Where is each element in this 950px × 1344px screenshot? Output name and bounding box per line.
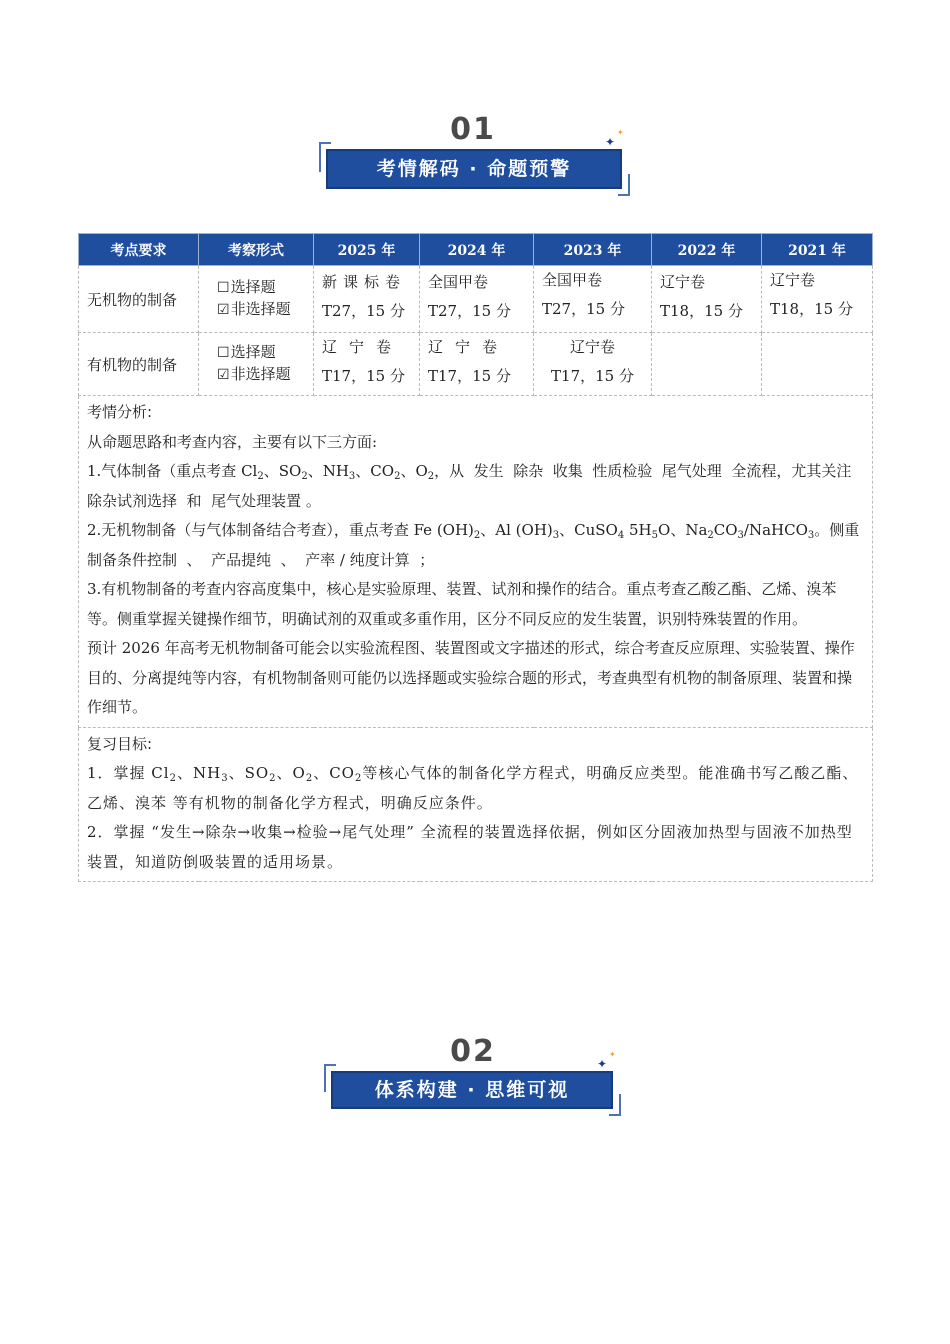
question-info: T18，15 分 [660, 302, 743, 320]
table-row [79, 266, 873, 333]
analysis-point-2: 2.无机物制备（与气体制备结合考查），重点考查 Fe $(OH)_2$、Al $(OH)_3$、CuSO$_4$ $5H_5O$、$Na_2CO_3/NaHCO_3$。侧重 制备条件控制 、 产品提纯 、 产率 / 纯度计算 ； [87, 521, 869, 569]
header-cell: 考点要求 [79, 234, 199, 266]
exam-paper: 全国甲卷 [542, 271, 603, 289]
section-title-1: 考情解码 · 命题预警 [326, 149, 622, 189]
analysis-forecast: 预计 2026 年高考无机物制备可能会以实验流程图、装置图或文字描述的形式，综合考查反应原理、实验装置、操作目的、分离提纯等内容，有机物制备则可能仍以选择题或实验综合题的形式，考查典型有机物的制备原理、装置和操作细节。 [87, 639, 855, 716]
checkbox-checked-icon: ☑ [217, 367, 230, 383]
sparkle-icon: ✦ [605, 135, 616, 149]
exam-paper: 辽宁卷 [428, 338, 510, 356]
form-cell [199, 266, 314, 333]
year-cell [314, 266, 420, 333]
header-cell: 2022 年 [652, 234, 762, 266]
section-number-2: 02 [450, 1034, 496, 1069]
question-info: T17，15 分 [551, 367, 634, 385]
sparkle-icon: ✦ [597, 1057, 608, 1071]
option-label: 选择题 [230, 278, 276, 296]
header-cell: 考察形式 [199, 234, 314, 266]
goal-1: 1．掌握 $Cl_2$、$NH_3$、$SO_2$、$O_2$、$CO_2$等核心气体的制备化学方程式，明确反应类型。能准确书写乙酸乙酯、乙烯、溴苯 等有机物的制备化学方程式，明确反应条件。 [87, 764, 859, 812]
question-info: T27，15 分 [542, 300, 625, 318]
year-cell [652, 266, 762, 333]
topic-cell: 有机物的制备 [79, 333, 199, 396]
goals-row [79, 727, 873, 882]
table-header-row [79, 234, 873, 266]
year-cell [420, 333, 534, 396]
header-cell: 2025 年 [314, 234, 420, 266]
section-banner-2 [0, 1034, 950, 1124]
analysis-point-1: 1.气体制备（重点考查 $Cl_2$、$SO_2$、$NH_3$、$CO_2$、$O_2$，从 发生 除杂 收集 性质检验 尾气处理 全流程，尤其关注 除杂试剂选择 和 尾气处理装置 。 [87, 462, 861, 510]
question-info: T27，15 分 [322, 302, 405, 320]
question-info: T18，15 分 [770, 300, 853, 318]
question-info: T17，15 分 [428, 367, 511, 385]
sparkle-icon: ✦ [609, 1050, 616, 1059]
checkbox-empty-icon: ☐ [217, 345, 230, 361]
year-cell [314, 333, 420, 396]
goals-heading: 复习目标: [87, 734, 153, 753]
year-cell [534, 266, 652, 333]
header-cell: 2023 年 [534, 234, 652, 266]
checkbox-empty-icon: ☐ [217, 280, 230, 296]
topic-cell: 无机物的制备 [79, 266, 199, 333]
goal-2: 2．掌握 “发生→除杂→收集→检验→尾气处理” 全流程的装置选择依据，例如区分固液加热型与固液不加热型装置，知道防倒吸装置的适用场景。 [87, 823, 853, 871]
analysis-cell [79, 396, 873, 728]
section-number-1: 01 [450, 112, 496, 147]
year-cell [420, 266, 534, 333]
section-banner-1 [0, 112, 950, 202]
option-label: 非选择题 [230, 365, 291, 383]
exam-paper: 辽宁卷 [770, 271, 816, 289]
year-cell [652, 333, 762, 396]
question-info: T17，15 分 [322, 367, 405, 385]
year-cell [534, 333, 652, 396]
bracket-right [618, 174, 630, 196]
analysis-heading: 考情分析: [87, 403, 153, 421]
year-cell [762, 266, 873, 333]
sparkle-icon: ✦ [617, 128, 624, 137]
exam-paper: 辽宁卷 [660, 273, 706, 291]
header-cell: 2021 年 [762, 234, 873, 266]
option-label: 选择题 [230, 343, 276, 361]
exam-paper: 辽宁卷 [569, 338, 615, 356]
exam-analysis-table [78, 233, 873, 882]
checkbox-checked-icon: ☑ [217, 302, 230, 318]
header-cell: 2024 年 [420, 234, 534, 266]
analysis-point-3: 3.有机物制备的考查内容高度集中，核心是实验原理、装置、试剂和操作的结合。重点考查乙酸乙酯、乙烯、溴苯等。侧重掌握关键操作细节，明确试剂的双重或多重作用，区分不同反应的发生装置，识别特殊装置的作用。 [87, 580, 837, 628]
analysis-row [79, 396, 873, 728]
section-title-2: 体系构建 · 思维可视 [331, 1071, 613, 1109]
exam-paper: 全国甲卷 [428, 273, 489, 291]
bracket-right [609, 1094, 621, 1116]
exam-paper: 辽宁卷 [322, 338, 404, 356]
option-label: 非选择题 [230, 300, 291, 318]
goals-cell [79, 727, 873, 882]
analysis-intro: 从命题思路和考查内容，主要有以下三方面: [87, 432, 378, 451]
exam-paper: 新课标卷 [322, 273, 407, 291]
year-cell [762, 333, 873, 396]
form-cell [199, 333, 314, 396]
question-info: T27，15 分 [428, 302, 511, 320]
table-row [79, 333, 873, 396]
